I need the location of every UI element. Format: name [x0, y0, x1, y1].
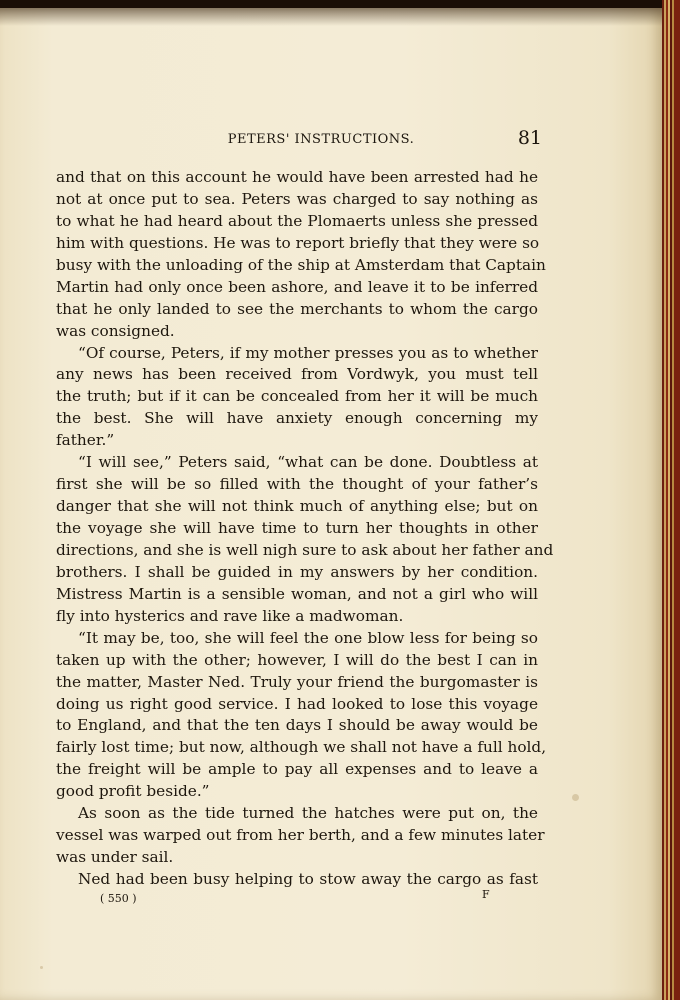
- running-head: PETERS' INSTRUCTIONS.: [227, 132, 415, 147]
- text-line: “It may be, too, she will feel the one blow less for being so: [78, 628, 538, 647]
- paper-speck: [572, 794, 579, 801]
- text-line: good profit beside.”: [56, 782, 210, 801]
- text-line: the voyage she will have time to turn her thoughts in other: [56, 519, 538, 537]
- page-header: [56, 126, 542, 156]
- book-page: [0, 8, 662, 1000]
- text-line: was consigned.: [56, 321, 175, 340]
- text-line: directions, and she is well nigh sure to ask about her father and: [56, 540, 554, 559]
- page-number: 81: [517, 127, 542, 149]
- text-line: Mistress Martin is a sensible woman, and not a girl who will: [56, 584, 538, 603]
- text-line: danger that she will not think much of anything else; but on: [56, 497, 538, 516]
- text-line: busy with the unloading of the ship at Amsterdam that Captain: [56, 255, 546, 274]
- text-line: doing us right good service. I had looked to lose this voyage: [56, 694, 538, 713]
- text-line: Martin had only once been ashore, and leave it to be inferred: [56, 277, 538, 296]
- text-line: “I will see,” Peters said, “what can be done. Doubtless at: [78, 453, 538, 472]
- text-line: to what he had heard about the Plomaerts unless she pressed: [56, 211, 538, 230]
- text-line: first she will be so filled with the thought of your father’s: [56, 475, 538, 494]
- text-line: taken up with the other; however, I will do the best I can in: [56, 650, 538, 669]
- signature-mark: F: [482, 888, 490, 901]
- body-text: [56, 167, 554, 891]
- text-line: any news has been received from Vordwyk, you must tell: [56, 365, 538, 384]
- text-line: the freight will be ample to pay all expenses and to leave a: [56, 760, 538, 779]
- text-line: the matter, Master Ned. Truly your friend the burgomaster is: [56, 672, 538, 691]
- printer-signature: ( 550 ): [100, 892, 137, 905]
- text-line: fairly lost time; but now, although we shall not have a full hold,: [56, 738, 547, 757]
- text-line: Ned had been busy helping to stow away the cargo as fast: [78, 870, 538, 888]
- text-line: that he only landed to see the merchants to whom the cargo: [56, 299, 538, 318]
- page-footer: [56, 888, 542, 912]
- paper-speck: [40, 966, 43, 969]
- text-line: him with questions. He was to report briefly that they were so: [56, 233, 540, 252]
- text-line: “Of course, Peters, if my mother presses you as to whether: [78, 343, 538, 362]
- text-line: and that on this account he would have been arrested had he: [56, 168, 538, 186]
- text-line: vessel was warped out from her berth, and a few minutes later: [56, 826, 545, 845]
- page-top-shadow: [0, 8, 662, 26]
- text-line: brothers. I shall be guided in my answers by her condition.: [56, 562, 538, 581]
- text-line: father.”: [56, 431, 115, 450]
- text-line: fly into hysterics and rave like a madwoman.: [56, 606, 404, 625]
- text-line: the truth; but if it can be concealed from her it will be much: [56, 387, 538, 406]
- text-line: not at once put to sea. Peters was charged to say nothing as: [56, 189, 538, 208]
- text-line: the best. She will have anxiety enough concerning my: [56, 409, 538, 428]
- book-spine-edge: [662, 0, 680, 1000]
- text-line: As soon as the tide turned the hatches were put on, the: [78, 804, 538, 823]
- text-line: was under sail.: [56, 848, 174, 867]
- text-line: to England, and that the ten days I should be away would be: [56, 716, 538, 735]
